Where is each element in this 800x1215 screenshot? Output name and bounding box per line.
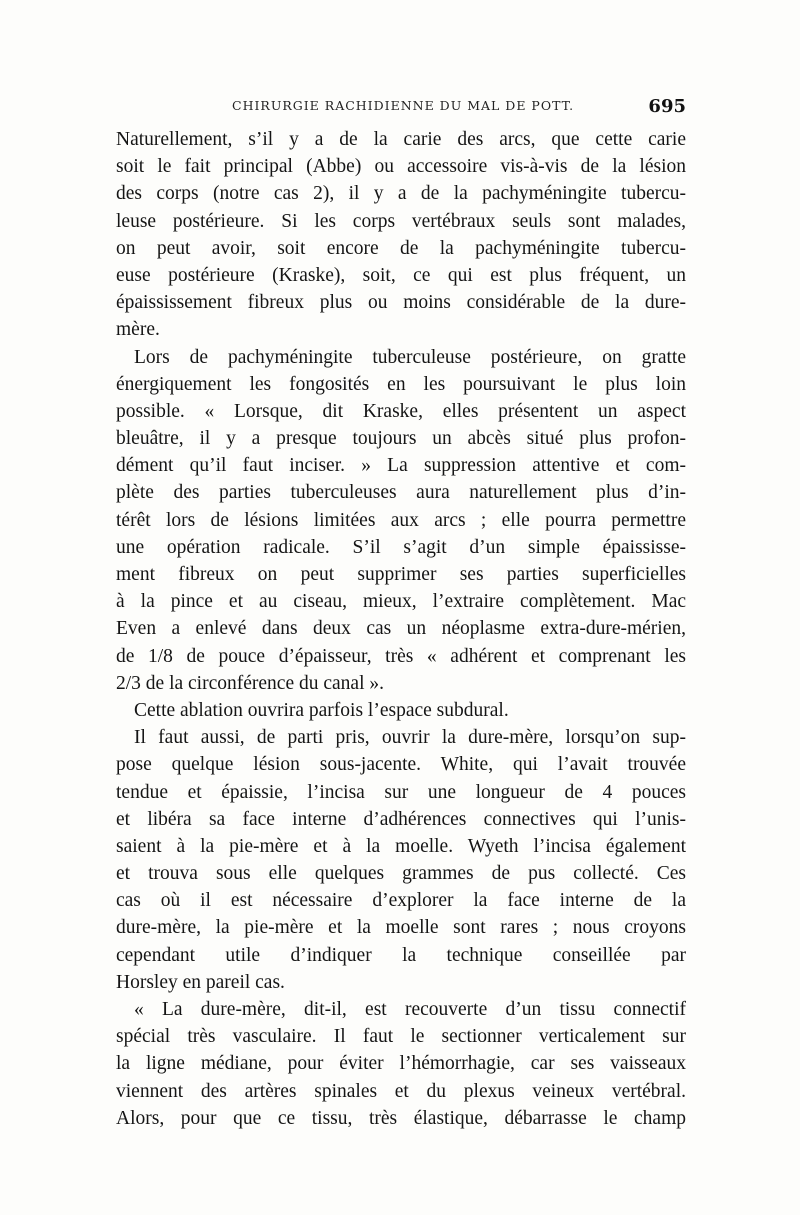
text-line: Alors, pour que ce tissu, très élastique, débarrasse le champ xyxy=(116,1107,686,1129)
page-number: 695 xyxy=(648,96,686,117)
text-line: cependant utile d’indiquer la technique conseillée par xyxy=(116,944,686,966)
text-line: euse postérieure (Kraske), soit, ce qui est plus fréquent, un xyxy=(116,264,686,286)
text-line: la ligne médiane, pour éviter l’hémorrhagie, car ses vaisseaux xyxy=(116,1053,686,1075)
text-line: une opération radicale. S’il s’agit d’un simple épaississe- xyxy=(116,536,686,558)
text-line: énergiquement les fongosités en les poursuivant le plus loin xyxy=(116,373,686,395)
text-line: on peut avoir, soit encore de la pachyméningite tubercu- xyxy=(116,237,686,259)
text-line: possible. « Lorsque, dit Kraske, elles présentent un aspect xyxy=(116,400,686,422)
text-line: spécial très vasculaire. Il faut le sectionner verticalement sur xyxy=(116,1026,686,1048)
running-title: CHIRURGIE RACHIDIENNE DU MAL DE POTT. xyxy=(232,98,575,113)
text-line: dure-mère, la pie-mère et la moelle sont rares ; nous croyons xyxy=(116,917,686,939)
text-line: Naturellement, s’il y a de la carie des arcs, que cette carie xyxy=(116,129,686,150)
text-line: ment fibreux on peut supprimer ses parties superficielles xyxy=(116,564,686,585)
text-line: dément qu’il faut inciser. » La suppression attentive et com- xyxy=(116,455,686,477)
text-line: et trouva sous elle quelques grammes de pus collecté. Ces xyxy=(116,863,686,885)
text-line: plète des parties tuberculeuses aura naturellement plus d’in- xyxy=(116,482,686,504)
text-line: tendue et épaissie, l’incisa sur une longueur de 4 pouces xyxy=(116,781,686,803)
text-line: et libéra sa face interne d’adhérences connectives qui l’unis- xyxy=(116,808,686,830)
text-line: des corps (notre cas 2), il y a de la pachyméningite tubercu- xyxy=(116,183,686,205)
text-line: pose quelque lésion sous-jacente. White, qui l’avait trouvée xyxy=(116,754,686,776)
text-line: Il faut aussi, de parti pris, ouvrir la dure-mère, lorsqu’on sup- xyxy=(134,727,686,749)
text-line: 2/3 de la circonférence du canal ». xyxy=(116,672,384,694)
body-text xyxy=(116,126,686,1132)
text-line: térêt lors de lésions limitées aux arcs ; elle pourra permettre xyxy=(116,509,686,531)
text-line: bleuâtre, il y a presque toujours un abcès situé plus profon- xyxy=(116,428,686,450)
text-line: « La dure-mère, dit-il, est recouverte d’un tissu connectif xyxy=(134,999,686,1020)
text-line: Cette ablation ouvrira parfois l’espace subdural. xyxy=(134,699,509,721)
text-line: à la pince et au ciseau, mieux, l’extraire complètement. Mac xyxy=(116,591,686,613)
text-line: mère. xyxy=(116,319,160,341)
text-line: soit le fait principal (Abbe) ou accessoire vis-à-vis de la lésion xyxy=(116,156,686,178)
text-line: Lors de pachyméningite tuberculeuse postérieure, on gratte xyxy=(134,346,686,368)
text-line: Horsley en pareil cas. xyxy=(116,971,285,993)
text-line: viennent des artères spinales et du plexus veineux vertébral. xyxy=(116,1080,686,1102)
text-line: épaississement fibreux plus ou moins considérable de la dure- xyxy=(116,292,686,314)
running-head xyxy=(116,96,686,118)
text-line: cas où il est nécessaire d’explorer la face interne de la xyxy=(116,890,686,912)
text-line: leuse postérieure. Si les corps vertébraux seuls sont malades, xyxy=(116,210,686,232)
text-line: saient à la pie-mère et à la moelle. Wyeth l’incisa également xyxy=(116,835,686,857)
text-line: de 1/8 de pouce d’épaisseur, très « adhérent et comprenant les xyxy=(116,645,686,667)
text-line: Even a enlevé dans deux cas un néoplasme extra-dure-mérien, xyxy=(116,618,686,640)
